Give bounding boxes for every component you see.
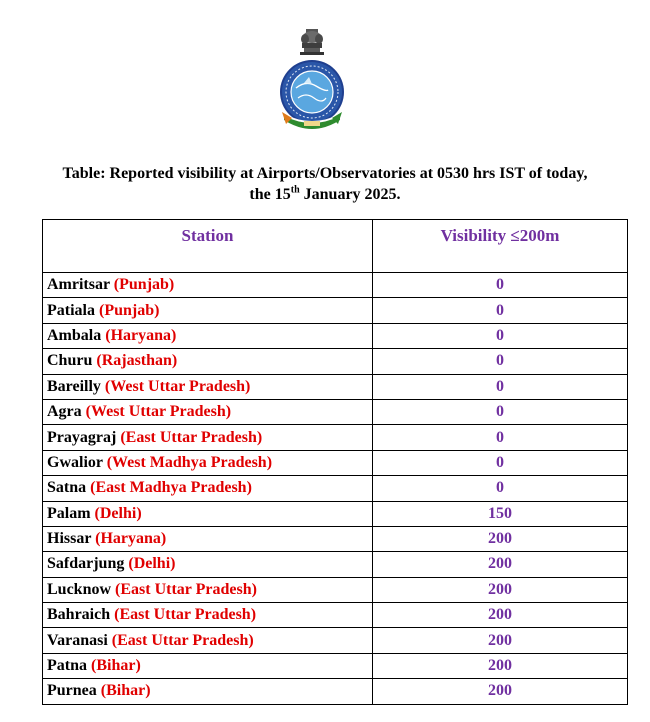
imd-emblem-logo [276,28,348,132]
visibility-value: 200 [373,577,628,602]
station-cell [43,374,373,399]
station-cell [43,273,373,298]
station-state: (Punjab) [113,276,175,294]
station-cell [43,323,373,348]
table-row [43,425,628,450]
station-cell [43,349,373,374]
station-name: Hissar [47,530,92,548]
station-state: (Bihar) [91,657,141,675]
visibility-value: 200 [373,679,628,704]
visibility-value: 0 [373,476,628,501]
station-cell [43,628,373,653]
station-name: Varanasi [47,631,108,649]
station-cell [43,425,373,450]
caption-date-rest: January 2025. [299,186,401,203]
emblem-icon [276,28,348,132]
table-row [43,603,628,628]
station-state: (West Uttar Pradesh) [85,403,232,421]
station-name: Agra [47,403,82,421]
station-name: Bahraich [47,606,111,624]
visibility-table [42,219,628,705]
station-cell [43,450,373,475]
station-cell [43,552,373,577]
station-cell [43,476,373,501]
station-name: Satna [47,479,87,497]
station-state: (East Uttar Pradesh) [111,631,254,649]
table-row [43,526,628,551]
table-row [43,628,628,653]
station-state: (Haryana) [95,530,167,548]
station-state: (Rajasthan) [96,352,178,370]
table-row [43,679,628,704]
station-state: (East Madhya Pradesh) [90,479,252,497]
caption-date-suffix: th [290,184,300,196]
station-cell [43,298,373,323]
caption-line1: Table: Reported visibility at Airports/Observatories at 0530 hrs IST of today, [62,165,588,182]
station-cell [43,501,373,526]
visibility-value: 0 [373,399,628,424]
station-name: Palam [47,504,91,522]
visibility-value: 200 [373,552,628,577]
visibility-value: 200 [373,628,628,653]
table-row [43,374,628,399]
station-state: (East Uttar Pradesh) [114,606,257,624]
station-state: (West Madhya Pradesh) [106,453,273,471]
visibility-value: 0 [373,450,628,475]
station-name: Lucknow [47,580,112,598]
table-row [43,273,628,298]
station-name: Bareilly [47,377,101,395]
table-row [43,323,628,348]
station-state: (East Uttar Pradesh) [120,428,263,446]
table-row [43,399,628,424]
visibility-value: 0 [373,323,628,348]
table-row [43,349,628,374]
station-cell [43,679,373,704]
station-state: (Delhi) [128,555,176,573]
station-name: Purnea [47,682,97,700]
station-cell [43,653,373,678]
station-name: Safdarjung [47,555,125,573]
table-row [43,501,628,526]
station-name: Amritsar [47,276,110,294]
station-state: (Punjab) [99,301,160,319]
table-caption [0,163,650,205]
table-row [43,577,628,602]
station-name: Patiala [47,301,95,319]
station-state: (West Uttar Pradesh) [104,377,251,395]
table-row [43,450,628,475]
visibility-value: 0 [373,298,628,323]
station-cell [43,526,373,551]
visibility-value: 0 [373,425,628,450]
station-cell [43,603,373,628]
visibility-value: 0 [373,374,628,399]
visibility-value: 200 [373,653,628,678]
caption-line2 [0,184,650,205]
visibility-value: 200 [373,603,628,628]
station-state: (East Uttar Pradesh) [115,580,257,598]
visibility-value: 200 [373,526,628,551]
table-row [43,552,628,577]
table-row [43,298,628,323]
station-name: Patna [47,657,87,675]
visibility-value: 0 [373,349,628,374]
station-state: (Delhi) [94,504,142,522]
station-state: (Haryana) [105,326,177,344]
table-body [43,273,628,705]
station-state: (Bihar) [100,682,151,700]
table-header-row [43,220,628,273]
station-name: Ambala [47,326,102,344]
station-name: Gwalior [47,453,103,471]
station-name: Prayagraj [47,428,117,446]
station-cell [43,399,373,424]
visibility-column-header: Visibility ≤200m [373,220,628,273]
table-row [43,476,628,501]
table-row [43,653,628,678]
station-column-header: Station [43,220,373,273]
visibility-value: 0 [373,273,628,298]
caption-date-prefix: the 15 [249,186,291,203]
station-name: Churu [47,352,93,370]
visibility-value: 150 [373,501,628,526]
station-cell [43,577,373,602]
